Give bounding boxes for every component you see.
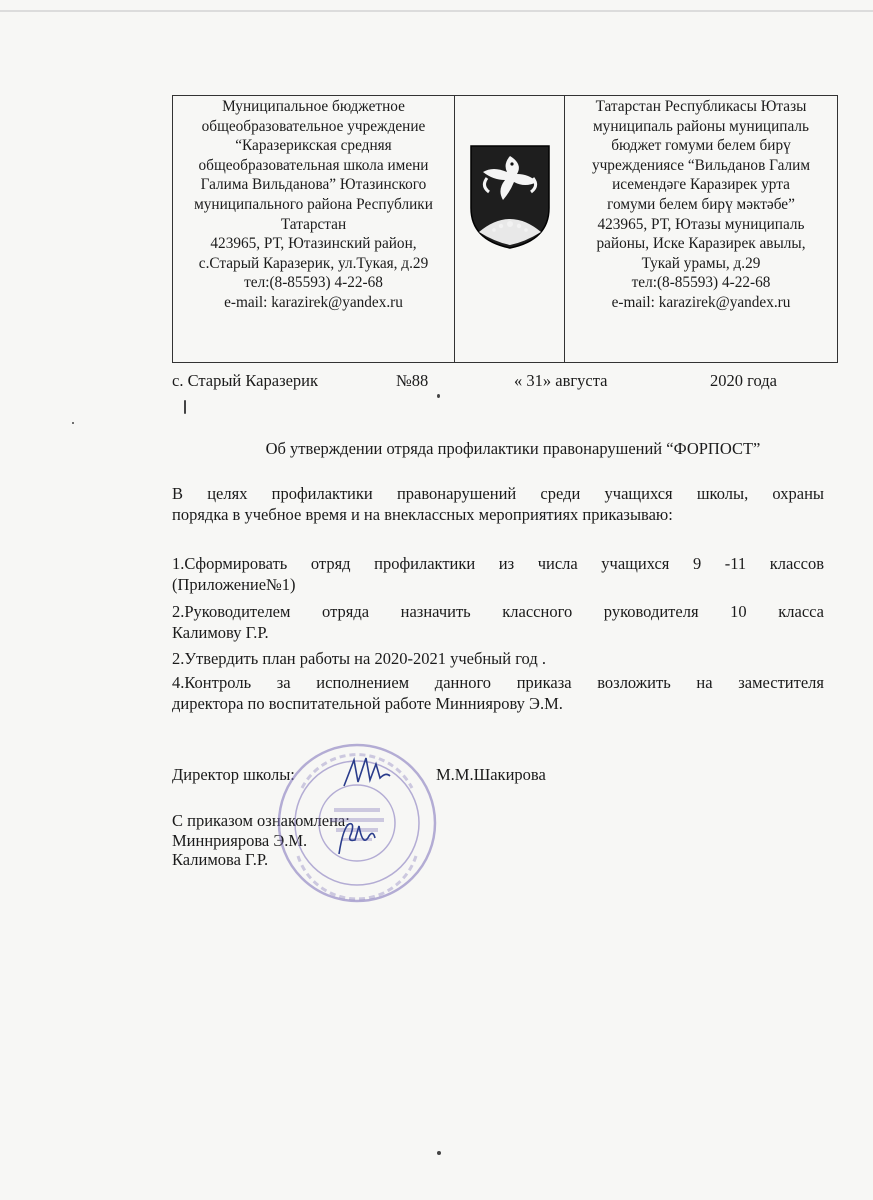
- acknowledgement-name: Миннриярова Э.М.: [172, 830, 308, 850]
- paragraph-line: директора по воспитательной работе Минниярову Э.М.: [172, 694, 563, 713]
- letterhead-russian: [173, 96, 455, 362]
- paragraph-line: 1.Сформировать отряд профилактики из числа учащихся 9 -11 классов: [172, 554, 824, 573]
- order-item-4: [172, 672, 824, 714]
- order-number: №88: [396, 371, 429, 390]
- director-name: М.М.Шакирова: [436, 765, 546, 784]
- letterhead-line: с.Старый Каразерик, ул.Тукая, д.29: [198, 254, 429, 272]
- letterhead-tatar: [565, 96, 837, 362]
- letterhead-line: 423965, РТ, Ютазы муниципаль: [597, 215, 805, 233]
- order-year: 2020 года: [710, 371, 777, 390]
- order-place: с. Старый Каразерик: [172, 371, 319, 390]
- order-title: Об утверждении отряда профилактики правонарушений “ФОРПОСТ”: [265, 439, 761, 458]
- order-item-1: [172, 553, 824, 595]
- scan-speck: [72, 422, 74, 424]
- letterhead-line: тел:(8-85593) 4-22-68: [631, 274, 771, 292]
- paragraph-line: В целях профилактики правонарушений среди учащихся школы, охраны: [172, 484, 824, 503]
- acknowledgement-heading: С приказом ознакомлена:: [172, 811, 350, 830]
- letterhead-table: [172, 95, 838, 363]
- scan-speck: [437, 394, 440, 398]
- paragraph-line: (Приложение№1): [172, 575, 296, 594]
- letterhead-line: общеобразовательное учреждение: [201, 117, 426, 135]
- letterhead-line: муниципаль районы муниципаль: [593, 117, 809, 135]
- coat-of-arms-cell: [455, 96, 565, 362]
- letterhead-line: гомуми белем бирү мәктәбе”: [607, 195, 795, 213]
- intro-paragraph: [172, 483, 824, 525]
- letterhead-line: исемендәге Каразирек урта: [612, 176, 790, 194]
- paragraph-line: 2.Руководителем отряда назначить классного руководителя 10 класса: [172, 602, 824, 621]
- coat-of-arms-icon: [467, 142, 553, 250]
- scan-speck: [437, 1151, 441, 1155]
- order-item-2: [172, 601, 824, 643]
- paragraph-line: 2.Утвердить план работы на 2020-2021 учебный год .: [172, 649, 546, 668]
- letterhead-line: 423965, РТ, Ютазинский район,: [210, 235, 417, 253]
- scan-edge: [0, 10, 873, 12]
- scan-speck: [184, 400, 186, 414]
- letterhead-line: Тукай урамы, д.29: [641, 254, 761, 272]
- director-signature-row: [172, 765, 672, 789]
- acknowledgement-block: [172, 811, 350, 870]
- letterhead-line: Татарстан Республикасы Ютазы: [595, 98, 807, 115]
- letterhead-line: “Каразерикская средняя: [235, 137, 392, 155]
- order-item-3: [172, 648, 824, 669]
- letterhead-line: учреждениясе “Вильданов Галим: [591, 156, 811, 174]
- order-meta: [172, 371, 838, 393]
- director-label: Директор школы:: [172, 765, 295, 784]
- letterhead-line: бюджет гомуми белем бирү: [611, 137, 791, 155]
- paragraph-line: 4.Контроль за исполнением данного приказа возложить на заместителя: [172, 673, 824, 692]
- paragraph-line: Калимову Г.Р.: [172, 623, 269, 642]
- paragraph-line: порядка в учебное время и на внеклассных мероприятиях приказываю:: [172, 505, 673, 524]
- letterhead-line: общеобразовательная школа имени: [198, 156, 429, 174]
- letterhead-line: муниципального района Республики: [194, 195, 433, 213]
- letterhead-line: Муниципальное бюджетное: [222, 98, 405, 115]
- order-date: « 31» августа: [514, 371, 608, 390]
- acknowledgement-name: Калимова Г.Р.: [172, 850, 269, 869]
- letterhead-line: e-mail: karazirek@yandex.ru: [224, 293, 403, 311]
- letterhead-line: e-mail: karazirek@yandex.ru: [611, 293, 791, 311]
- letterhead-line: районы, Иске Каразирек авылы,: [596, 235, 806, 253]
- letterhead-line: тел:(8-85593) 4-22-68: [244, 274, 383, 292]
- letterhead-line: Татарстан: [280, 215, 347, 233]
- letterhead-line: Галима Вильданова” Ютазинского: [200, 176, 427, 194]
